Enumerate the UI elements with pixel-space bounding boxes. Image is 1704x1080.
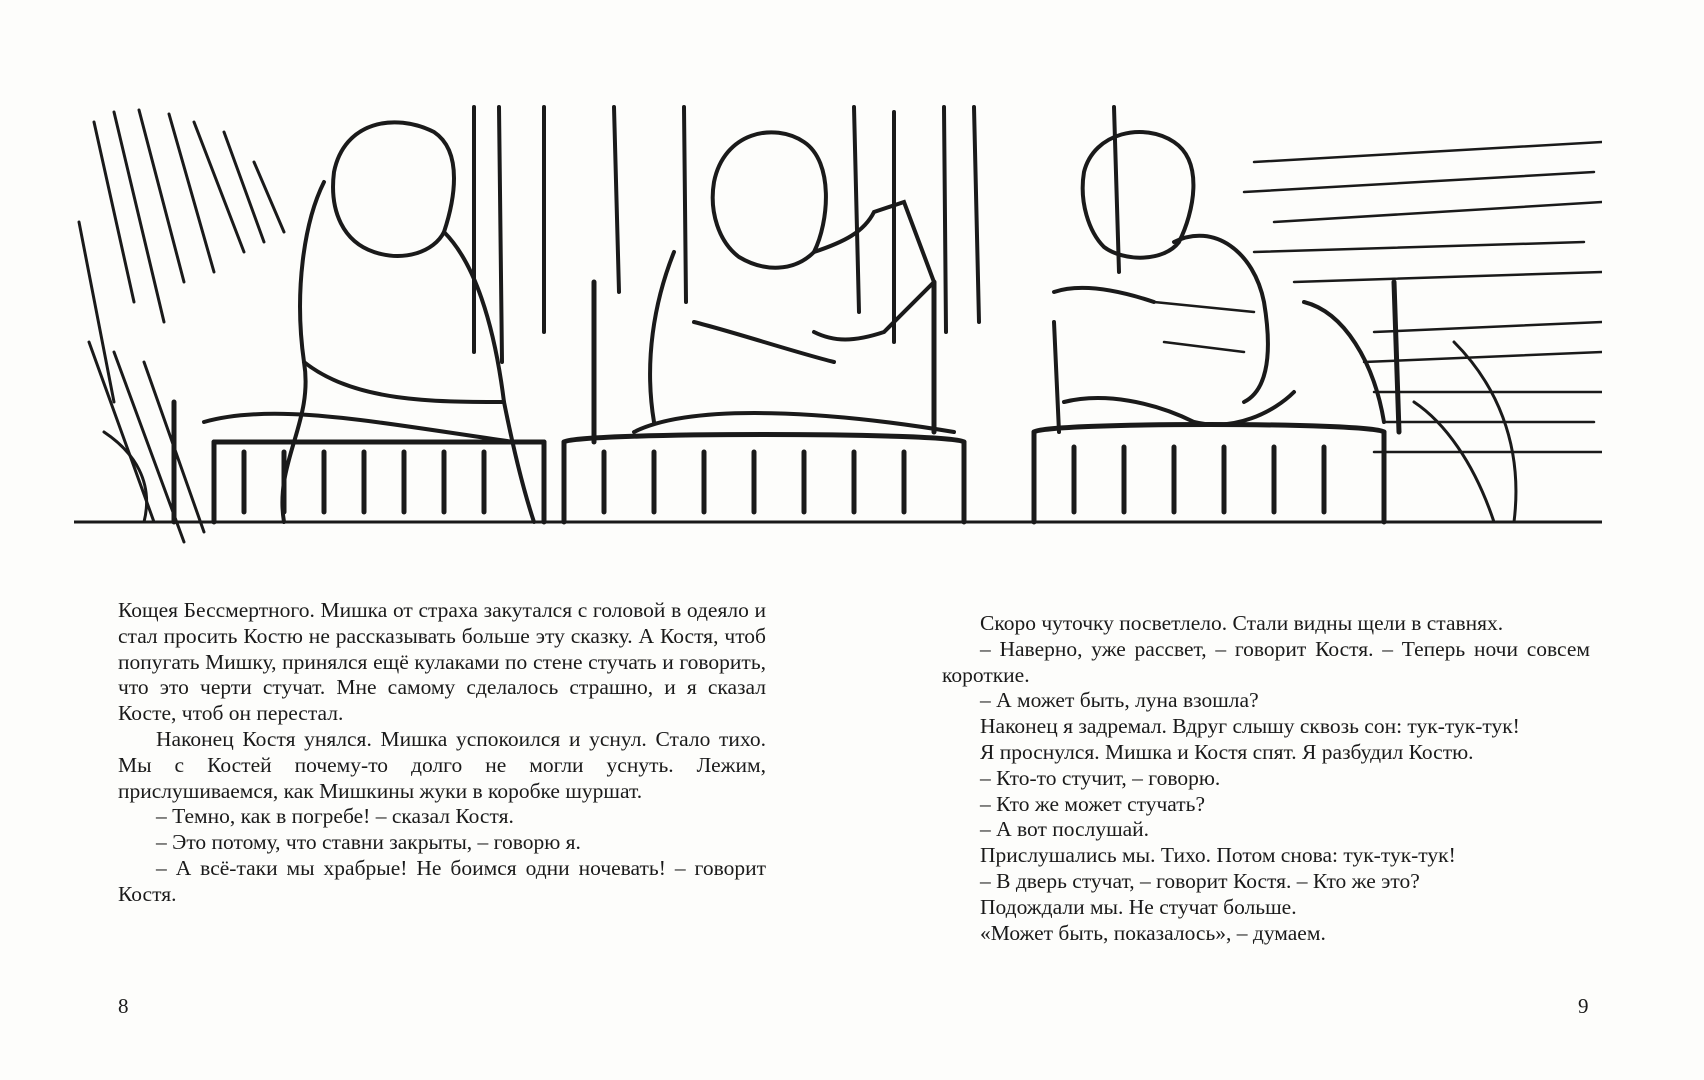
right-page-text xyxy=(942,611,1590,946)
paragraph: – А может быть, луна взошла? xyxy=(980,688,1259,713)
bed-frames xyxy=(174,282,1399,522)
illustration-three-boys-in-beds xyxy=(74,102,1602,578)
paragraph: Наконец Костя унялся. Мишка успокоился и уснул. Стало тихо. Мы с Костей почему-то долго не могли уснуть. Лежим, прислушиваемся, как Мишкины жуки в коробке шуршат. xyxy=(118,726,766,803)
paragraph: – Кто-то стучит, – говорю. xyxy=(980,765,1221,790)
paragraph: – Кто же может стучать? xyxy=(980,791,1206,816)
ink-drawing xyxy=(74,102,1602,578)
paragraph: Прислушались мы. Тихо. Потом снова: тук-тук-тук! xyxy=(980,843,1456,868)
paragraph: – Темно, как в погребе! – сказал Костя. xyxy=(156,804,514,829)
paragraph: «Может быть, показалось», – думаем. xyxy=(980,920,1326,945)
boy-right xyxy=(1054,132,1384,432)
paragraph: – Это потому, что ставни закрыты, – говорю я. xyxy=(156,830,581,855)
page-number-left: 8 xyxy=(118,994,129,1018)
paragraph: Подождали мы. Не стучат больше. xyxy=(980,894,1297,919)
boy-middle xyxy=(634,132,954,432)
paragraph: Я проснулся. Мишка и Костя спят. Я разбудил Костю. xyxy=(980,739,1474,764)
paragraph: Наконец я задремал. Вдруг слышу сквозь сон: тук-тук-тук! xyxy=(980,714,1520,739)
paragraph: Скоро чуточку посветлело. Стали видны щели в ставнях. xyxy=(980,611,1504,635)
paragraph: Кощея Бессмертного. Мишка от страха закутался с головой в одеяло и стал просить Костю не рассказывать больше эту сказку. А Костя, чтоб попугать Мишку, принялся ещё кулаками по стене стучать и говорить, что это черти стучат. Мне самому сделалось страшно, и я сказал Косте, чтоб он перестал. xyxy=(118,598,766,726)
page-number-right: 9 xyxy=(1578,994,1589,1018)
left-page-text xyxy=(118,598,766,908)
wall-hatching-left xyxy=(79,110,284,542)
paragraph: – В дверь стучат, – говорит Костя. – Кто же это? xyxy=(980,868,1420,893)
paragraph: – Наверно, уже рассвет, – говорит Костя. – Теперь ночи совсем короткие. xyxy=(942,636,1590,687)
paragraph: – А всё-таки мы храбрые! Не боимся одни ночевать! – говорит Костя. xyxy=(118,855,766,906)
paragraph: – А вот послушай. xyxy=(980,817,1150,842)
